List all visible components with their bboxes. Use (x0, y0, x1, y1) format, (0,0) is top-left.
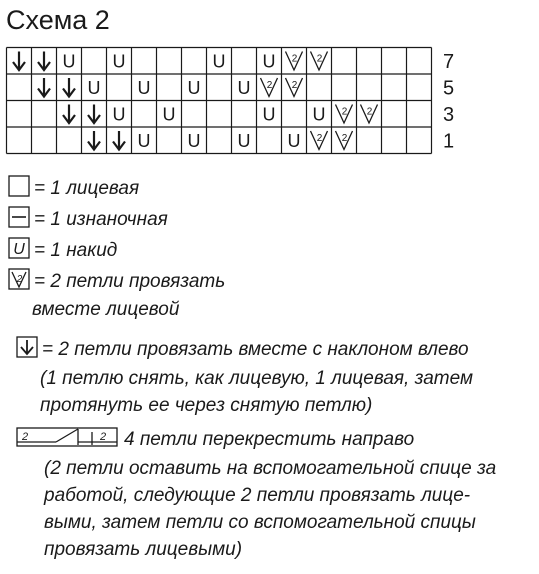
legend-yo-text: = 1 накид (34, 240, 118, 261)
chart-cell-yarn-over: U (112, 104, 126, 125)
chart-cell-yarn-over: U (237, 130, 251, 151)
legend-ssk (16, 336, 469, 361)
legend-ssk-text3: протянуть ее через снятую петлю) (40, 395, 373, 416)
chart-title: Схема 2 (6, 5, 110, 35)
row-number: 1 (443, 130, 455, 153)
chart-cell-k2tog-mark: 2 (341, 106, 348, 118)
legend-ssk-text2: (1 петлю снять, как лицевую, 1 лицевая, затем (40, 368, 474, 389)
chart-cell-yarn-over: U (112, 51, 126, 72)
row-number: 7 (443, 50, 455, 73)
chart-cell-k2tog-mark: 2 (291, 80, 298, 91)
svg-text:U: U (13, 241, 25, 258)
purl-symbol-icon (8, 206, 30, 228)
svg-text:2: 2 (16, 274, 23, 285)
chart-cell-k2tog-mark: 2 (341, 133, 348, 144)
legend-k2tog (8, 268, 225, 293)
chart-cell-k2tog-mark: 2 (316, 53, 323, 65)
chart-cell-k2tog-mark: 2 (366, 106, 373, 118)
legend-cable (16, 426, 414, 451)
chart-cell-yarn-over: U (87, 77, 101, 98)
chart-cell-yarn-over: U (212, 51, 226, 72)
svg-text:2: 2 (22, 431, 29, 443)
chart-cell-k2tog-mark: 2 (266, 80, 273, 91)
knitting-chart (6, 47, 466, 165)
legend-k2tog-text2: вместе лицевой (32, 299, 180, 320)
legend-k2tog-text: = 2 петли провязать (34, 271, 226, 292)
ssk-symbol-icon (16, 336, 38, 358)
chart-cell-k2tog-mark: 2 (291, 53, 298, 65)
legend-cable-text4: выми, затем петли со вспомогательной спицы (44, 512, 476, 533)
knit-symbol-icon (8, 175, 30, 197)
chart-cell-yarn-over: U (187, 130, 201, 151)
chart-cell-yarn-over: U (187, 77, 201, 98)
legend-purl (8, 206, 168, 231)
chart-cell-yarn-over: U (287, 130, 301, 151)
k2tog-symbol-icon (8, 268, 30, 290)
chart-cell-yarn-over: U (137, 130, 151, 151)
chart-cell-yarn-over: U (62, 51, 76, 72)
row-number: 5 (443, 77, 455, 100)
legend-cable-text3: работой, следующие 2 петли провязать лице- (44, 485, 471, 506)
legend-ssk-text: = 2 петли провязать вместе с наклоном влево (42, 339, 469, 360)
row-number: 3 (443, 103, 455, 126)
legend-cable-text5: провязать лицевыми) (44, 539, 243, 560)
chart-cell-yarn-over: U (237, 77, 251, 98)
legend-knit (8, 175, 139, 200)
svg-text:2: 2 (100, 431, 107, 443)
yarn-over-symbol-icon (8, 237, 30, 259)
legend-cable-text2: (2 петли оставить на вспомогательной спице за (44, 458, 497, 479)
cable-cross-right-icon (16, 426, 120, 448)
legend-yo (8, 237, 117, 262)
legend-purl-text: = 1 изнаночная (34, 209, 168, 230)
legend-cable-text: 4 петли перекрестить направо (124, 429, 415, 450)
chart-cell-yarn-over: U (162, 104, 176, 125)
legend-knit-text: = 1 лицевая (34, 178, 140, 199)
chart-cell-k2tog-mark: 2 (316, 133, 323, 144)
chart-cell-yarn-over: U (137, 77, 151, 98)
chart-cell-yarn-over: U (262, 104, 276, 125)
chart-cell-yarn-over: U (312, 104, 326, 125)
chart-cell-yarn-over: U (262, 51, 276, 72)
